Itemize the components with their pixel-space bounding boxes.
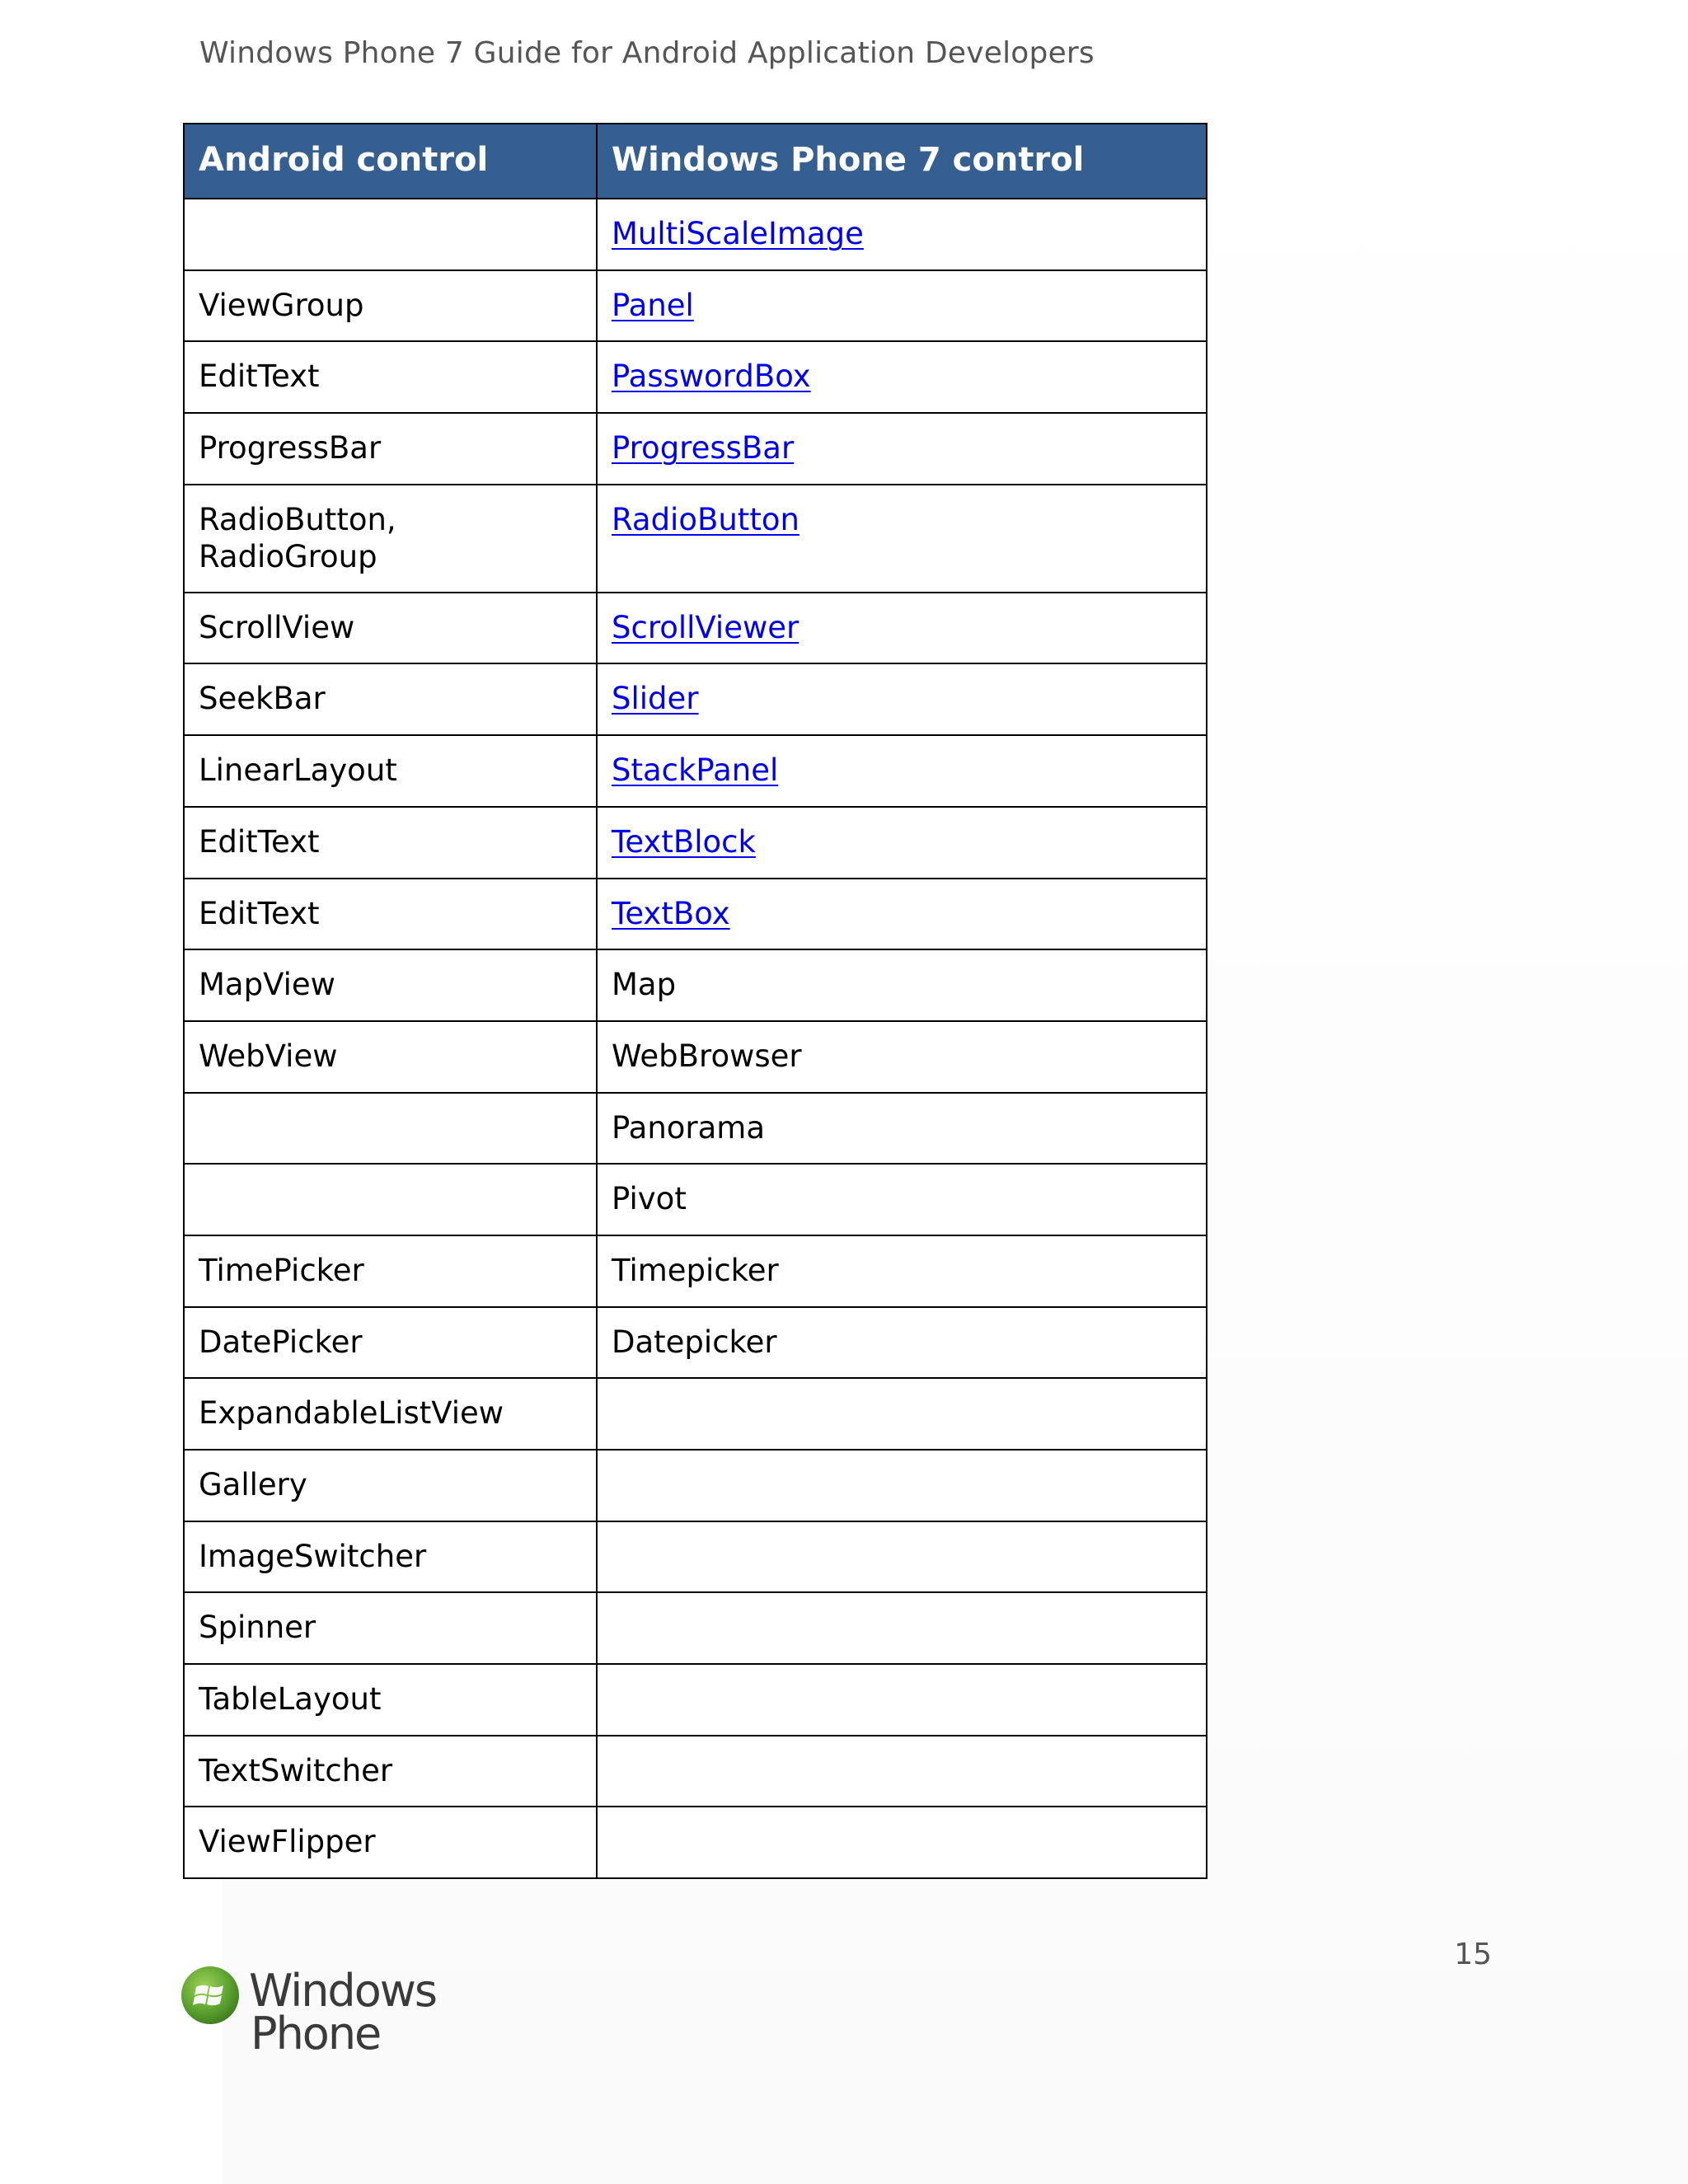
table-body xyxy=(184,199,1207,1878)
table-row xyxy=(184,949,1207,1021)
android-control-cell: TimePicker xyxy=(184,1235,597,1307)
android-control-cell: WebView xyxy=(184,1021,597,1093)
wp7-control-cell: Datepicker xyxy=(597,1307,1207,1379)
android-control-cell: ImageSwitcher xyxy=(184,1521,597,1593)
android-control-cell xyxy=(184,1164,597,1235)
android-control-cell: MapView xyxy=(184,949,597,1021)
table-row xyxy=(184,1450,1207,1521)
android-control-cell: DatePicker xyxy=(184,1307,597,1379)
android-control-cell: RadioButton, RadioGroup xyxy=(184,485,597,593)
table-header-row xyxy=(184,124,1207,199)
wp7-control-cell xyxy=(597,807,1207,879)
table-row xyxy=(184,1664,1207,1736)
wp7-control-cell: Map xyxy=(597,949,1207,1021)
wp7-control-cell xyxy=(597,485,1207,593)
android-control-cell xyxy=(184,199,597,270)
wp7-control-cell xyxy=(597,199,1207,270)
table-row xyxy=(184,1521,1207,1593)
wp7-control-link[interactable]: ScrollViewer xyxy=(612,609,799,645)
wp7-control-cell xyxy=(597,413,1207,485)
wp7-control-cell xyxy=(597,593,1207,664)
android-control-cell: EditText xyxy=(184,879,597,950)
wp7-control-cell xyxy=(597,270,1207,342)
wp7-control-cell: Pivot xyxy=(597,1164,1207,1235)
wp7-control-cell xyxy=(597,341,1207,413)
wp7-control-cell xyxy=(597,735,1207,807)
wp7-control-cell xyxy=(597,1521,1207,1593)
wp7-control-link[interactable]: ProgressBar xyxy=(612,430,795,466)
logo-wordmark-line2: Phone xyxy=(251,2008,381,2060)
logo-wordmark-line1: Windows xyxy=(249,1965,437,2017)
android-control-cell: ProgressBar xyxy=(184,413,597,485)
table-row xyxy=(184,1307,1207,1379)
wp7-control-cell xyxy=(597,1592,1207,1664)
table-row xyxy=(184,413,1207,485)
wp7-control-link[interactable]: StackPanel xyxy=(612,752,779,789)
wp7-control-link[interactable]: PasswordBox xyxy=(612,359,811,395)
wp7-control-cell xyxy=(597,879,1207,950)
android-control-cell: ExpandableListView xyxy=(184,1378,597,1450)
android-control-cell: ViewFlipper xyxy=(184,1807,597,1878)
table-row xyxy=(184,593,1207,664)
table-row xyxy=(184,1021,1207,1093)
wp7-control-cell xyxy=(597,663,1207,735)
android-control-cell: SeekBar xyxy=(184,663,597,735)
android-control-cell: EditText xyxy=(184,807,597,879)
table-row xyxy=(184,485,1207,593)
wp7-control-cell xyxy=(597,1736,1207,1807)
table-row xyxy=(184,341,1207,413)
table-row xyxy=(184,1093,1207,1165)
windows-phone-logo xyxy=(180,1965,443,2064)
wp7-control-link[interactable]: TextBox xyxy=(612,895,730,931)
wp7-control-cell xyxy=(597,1378,1207,1450)
wp7-control-link[interactable]: Panel xyxy=(612,287,694,323)
table-row xyxy=(184,199,1207,270)
android-control-cell xyxy=(184,1093,597,1165)
table-row xyxy=(184,807,1207,879)
android-control-cell: Spinner xyxy=(184,1592,597,1664)
wp7-control-cell: Timepicker xyxy=(597,1235,1207,1307)
table-row xyxy=(184,1807,1207,1878)
wp7-control-cell: Panorama xyxy=(597,1093,1207,1165)
running-header: Windows Phone 7 Guide for Android Application Developers xyxy=(199,36,1095,70)
table-row xyxy=(184,879,1207,950)
android-control-cell: Gallery xyxy=(184,1450,597,1521)
wp7-control-cell xyxy=(597,1450,1207,1521)
windows-flag-icon xyxy=(180,1965,241,2026)
android-control-cell: TableLayout xyxy=(184,1664,597,1736)
android-control-cell: LinearLayout xyxy=(184,735,597,807)
column-header-android: Android control xyxy=(184,124,597,199)
wp7-control-cell: WebBrowser xyxy=(597,1021,1207,1093)
android-control-cell: ViewGroup xyxy=(184,270,597,342)
table-row xyxy=(184,1736,1207,1807)
wp7-control-cell xyxy=(597,1807,1207,1878)
table-row xyxy=(184,735,1207,807)
wp7-control-cell xyxy=(597,1664,1207,1736)
table-row xyxy=(184,1164,1207,1235)
table-row xyxy=(184,1235,1207,1307)
table-row xyxy=(184,270,1207,342)
wp7-control-link[interactable]: Slider xyxy=(612,681,699,717)
wp7-control-link[interactable]: MultiScaleImage xyxy=(612,216,864,251)
android-control-cell: TextSwitcher xyxy=(184,1736,597,1807)
android-control-cell: ScrollView xyxy=(184,593,597,664)
wp7-control-link[interactable]: RadioButton xyxy=(612,501,799,537)
controls-comparison-table xyxy=(183,123,1207,1879)
table-row xyxy=(184,1378,1207,1450)
android-control-cell: EditText xyxy=(184,341,597,413)
wp7-control-link[interactable]: TextBlock xyxy=(612,823,756,860)
page-number: 15 xyxy=(1454,1938,1492,1971)
column-header-wp7: Windows Phone 7 control xyxy=(597,124,1207,199)
table-row xyxy=(184,663,1207,735)
table-row xyxy=(184,1592,1207,1664)
